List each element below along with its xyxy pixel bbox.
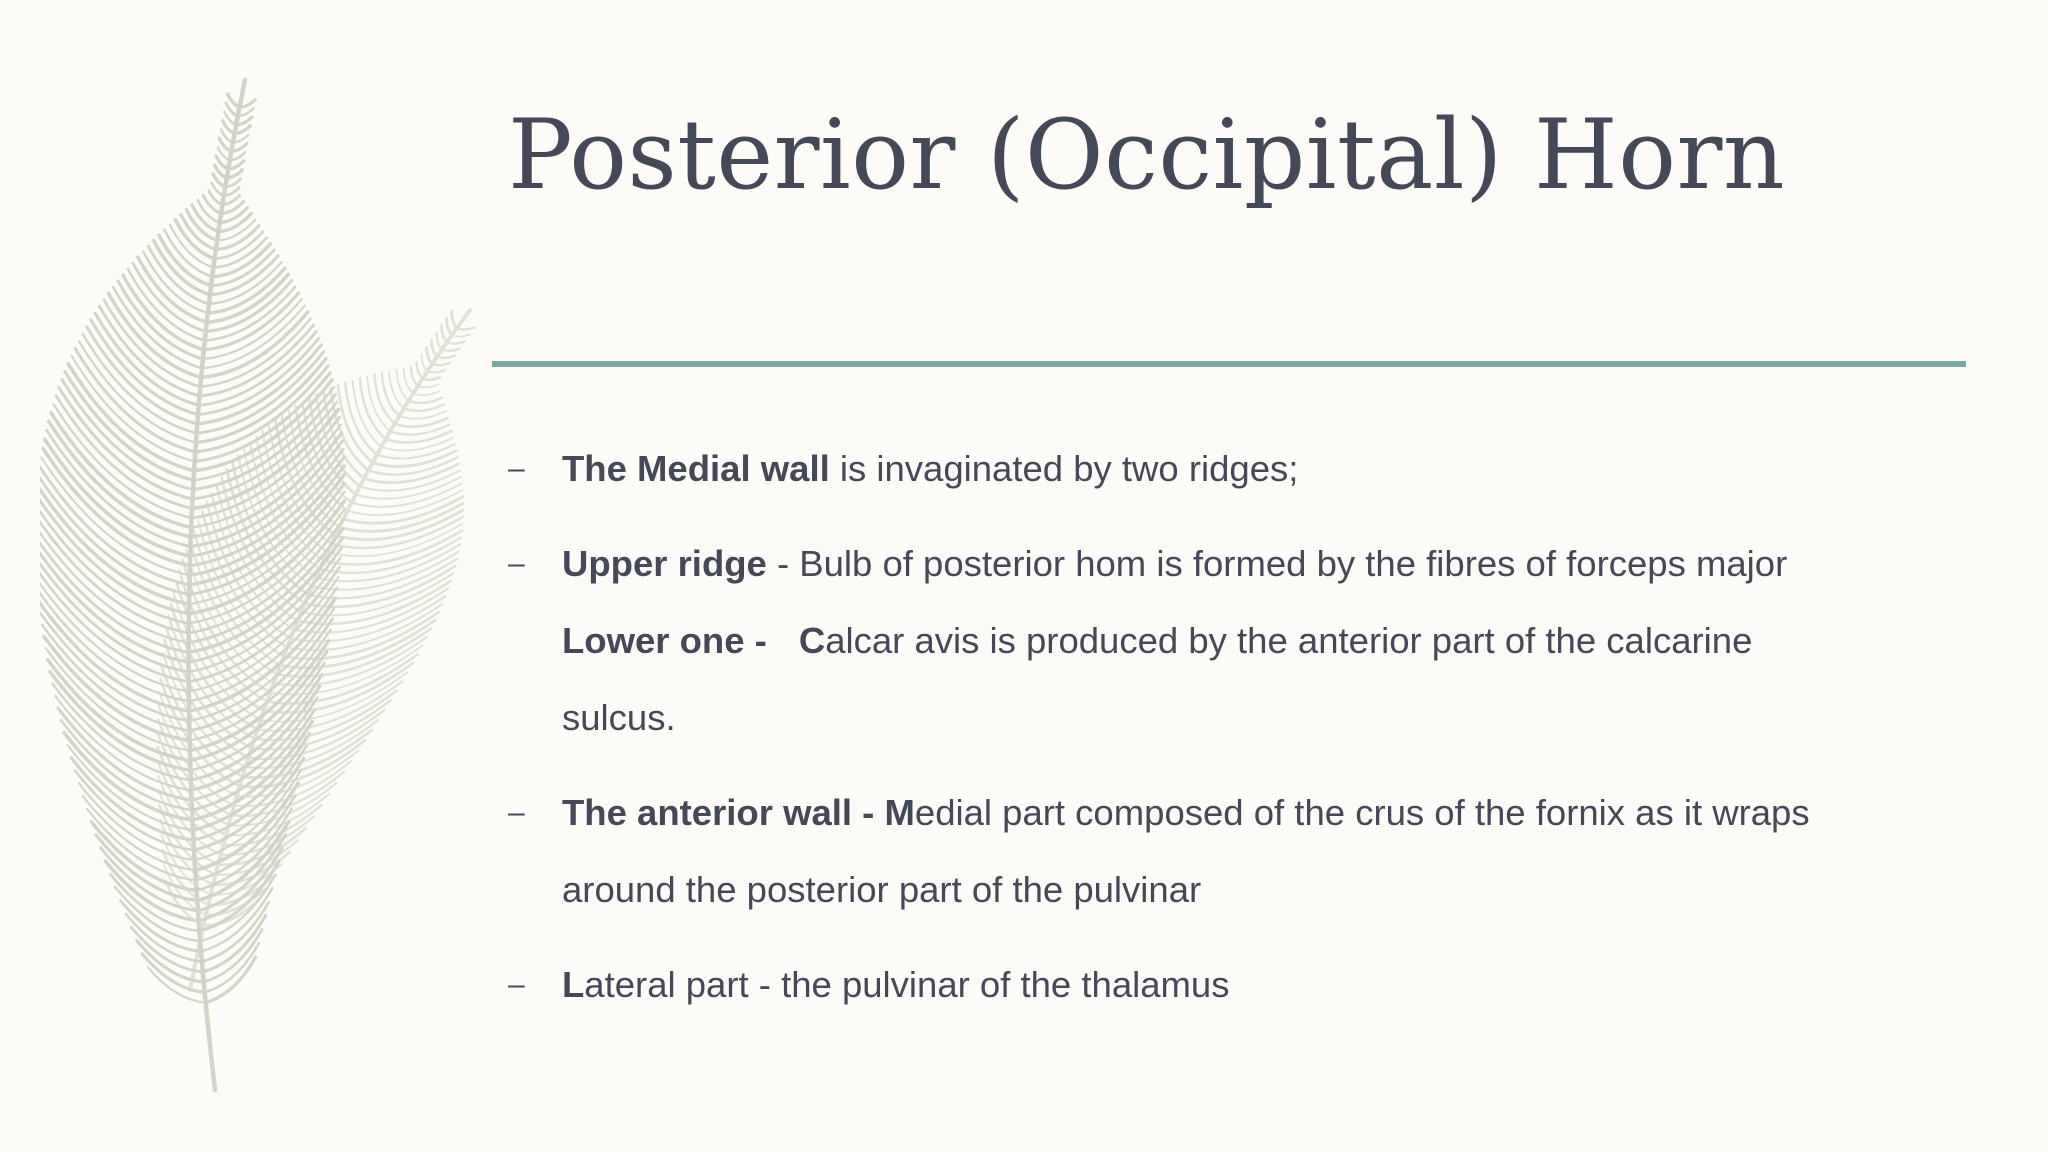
- bullet-dash: –: [508, 968, 525, 1001]
- bullet-item-anterior-wall: [508, 774, 1948, 928]
- bullet-bold-text: The Medial wall: [562, 448, 830, 489]
- bullet-text: alcar avis is produced by the anterior part of the calcarine: [825, 620, 1753, 661]
- slide-title: Posterior (Occipital) Horn: [508, 99, 1786, 211]
- bullet-line: [562, 679, 1948, 756]
- bullet-line: [562, 525, 1948, 602]
- bullet-text: ateral part - the pulvinar of the thalamus: [584, 964, 1230, 1005]
- bullet-item-lateral-part: [508, 946, 1948, 1023]
- bullet-dash: –: [508, 452, 525, 485]
- bullet-text: edial part composed of the crus of the fornix as it wraps: [914, 792, 1810, 833]
- bullet-text: is invaginated by two ridges;: [829, 448, 1299, 489]
- bullet-line: [562, 774, 1948, 851]
- bullet-text: - Bulb of posterior hom is formed by the fibres of forceps major: [766, 543, 1788, 584]
- bullet-bold-text: The anterior wall - M: [562, 792, 915, 833]
- bullet-text: around the posterior part of the pulvinar: [562, 869, 1202, 910]
- title-divider: [492, 361, 1966, 367]
- bullet-line: [562, 851, 1948, 928]
- bullet-bold-text: C: [798, 620, 826, 661]
- bullet-list: [508, 430, 1948, 1041]
- bullet-dash: –: [508, 547, 525, 580]
- bullet-bold-text: L: [562, 964, 585, 1005]
- bullet-line: [562, 602, 1948, 679]
- bullet-dash: –: [508, 796, 525, 829]
- bullet-item-ridges: [508, 525, 1948, 756]
- bullet-text: sulcus.: [562, 697, 676, 738]
- bullet-line: [562, 946, 1948, 1023]
- bullet-bold-text: Lower one -: [562, 620, 767, 661]
- bullet-bold-text: Upper ridge: [562, 543, 767, 584]
- bullet-item-medial-wall: [508, 430, 1948, 507]
- bullet-line: [562, 430, 1948, 507]
